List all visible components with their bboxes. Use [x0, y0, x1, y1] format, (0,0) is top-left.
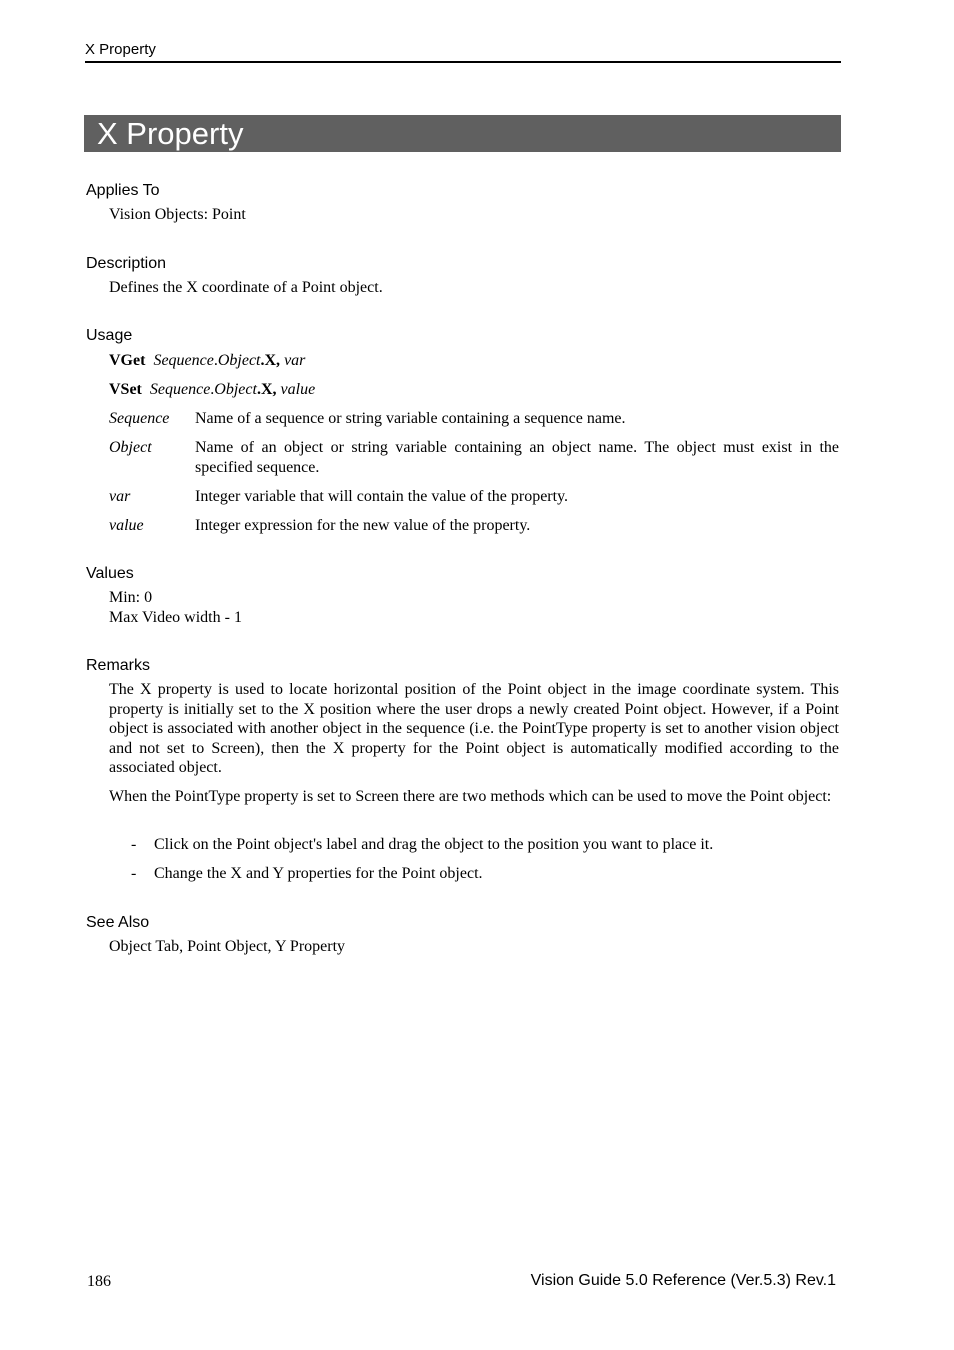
vget-command: VGet — [109, 352, 146, 369]
vset-sequence: Sequence — [149, 381, 211, 398]
vset-syntax — [109, 380, 315, 400]
param-name: value — [109, 517, 144, 534]
bullet-dash: - — [131, 865, 137, 882]
footer-doc-title: Vision Guide 5.0 Reference (Ver.5.3) Rev.1 — [530, 1272, 836, 1289]
param-name: Sequence — [109, 410, 170, 427]
param-description: Name of a sequence or string variable containing a sequence name. — [195, 410, 626, 427]
vget-object: Object — [217, 352, 261, 369]
vset-command: VSet — [109, 381, 142, 398]
vset-property: .X, — [256, 381, 277, 398]
vget-dot: . — [213, 352, 218, 369]
vset-dot: . — [210, 381, 215, 398]
remarks-paragraph: When the PointType property is set to Screen there are two methods which can be used to move the Point object: — [109, 788, 832, 805]
remarks-heading: Remarks — [86, 657, 151, 674]
description-heading: Description — [86, 255, 167, 272]
description-text: Defines the X coordinate of a Point object. — [109, 279, 383, 296]
page-number: 186 — [87, 1273, 111, 1290]
page-title-bar — [84, 115, 841, 152]
see-also-heading: See Also — [86, 914, 150, 931]
vget-syntax — [109, 351, 305, 371]
param-description: Name of an object or string variable containing an object name. The object must exist in the specified sequence. — [195, 439, 839, 476]
vget-arg: var — [284, 352, 306, 369]
remarks-paragraph: The X property is used to locate horizontal position of the Point object in the image coordinate system. This property is initially set to the X position where the user drops a newly created Point object. However, if a Point object is associated with another object in the sequence (i.e. the PointType property is set to another vision object and not set to Screen), then the X property for the Point object is automatically modified according to the associated object. — [109, 681, 839, 776]
see-also-links: Object Tab, Point Object, Y Property — [109, 938, 346, 955]
bullet-dash: - — [131, 836, 137, 853]
param-description: Integer expression for the new value of the property. — [195, 517, 531, 534]
bullet-item: Click on the Point object's label and drag the object to the position you want to place it. — [154, 836, 714, 853]
running-header: X Property — [85, 40, 841, 63]
page-title: X Property — [97, 116, 244, 151]
applies-to-heading: Applies To — [86, 182, 160, 199]
values-heading: Values — [86, 565, 134, 582]
values-max: Max Video width - 1 — [109, 609, 242, 626]
param-description: Integer variable that will contain the value of the property. — [195, 488, 569, 505]
values-min: Min: 0 — [109, 589, 153, 606]
bullet-item: Change the X and Y properties for the Point object. — [154, 865, 483, 882]
param-name: Object — [109, 439, 152, 456]
vset-arg: value — [280, 381, 316, 398]
applies-to-text: Vision Objects: Point — [109, 206, 246, 223]
usage-heading: Usage — [86, 327, 133, 344]
vget-property: .X, — [260, 352, 281, 369]
vget-sequence: Sequence — [153, 352, 214, 369]
vset-object: Object — [214, 381, 257, 398]
param-name: var — [109, 488, 131, 505]
